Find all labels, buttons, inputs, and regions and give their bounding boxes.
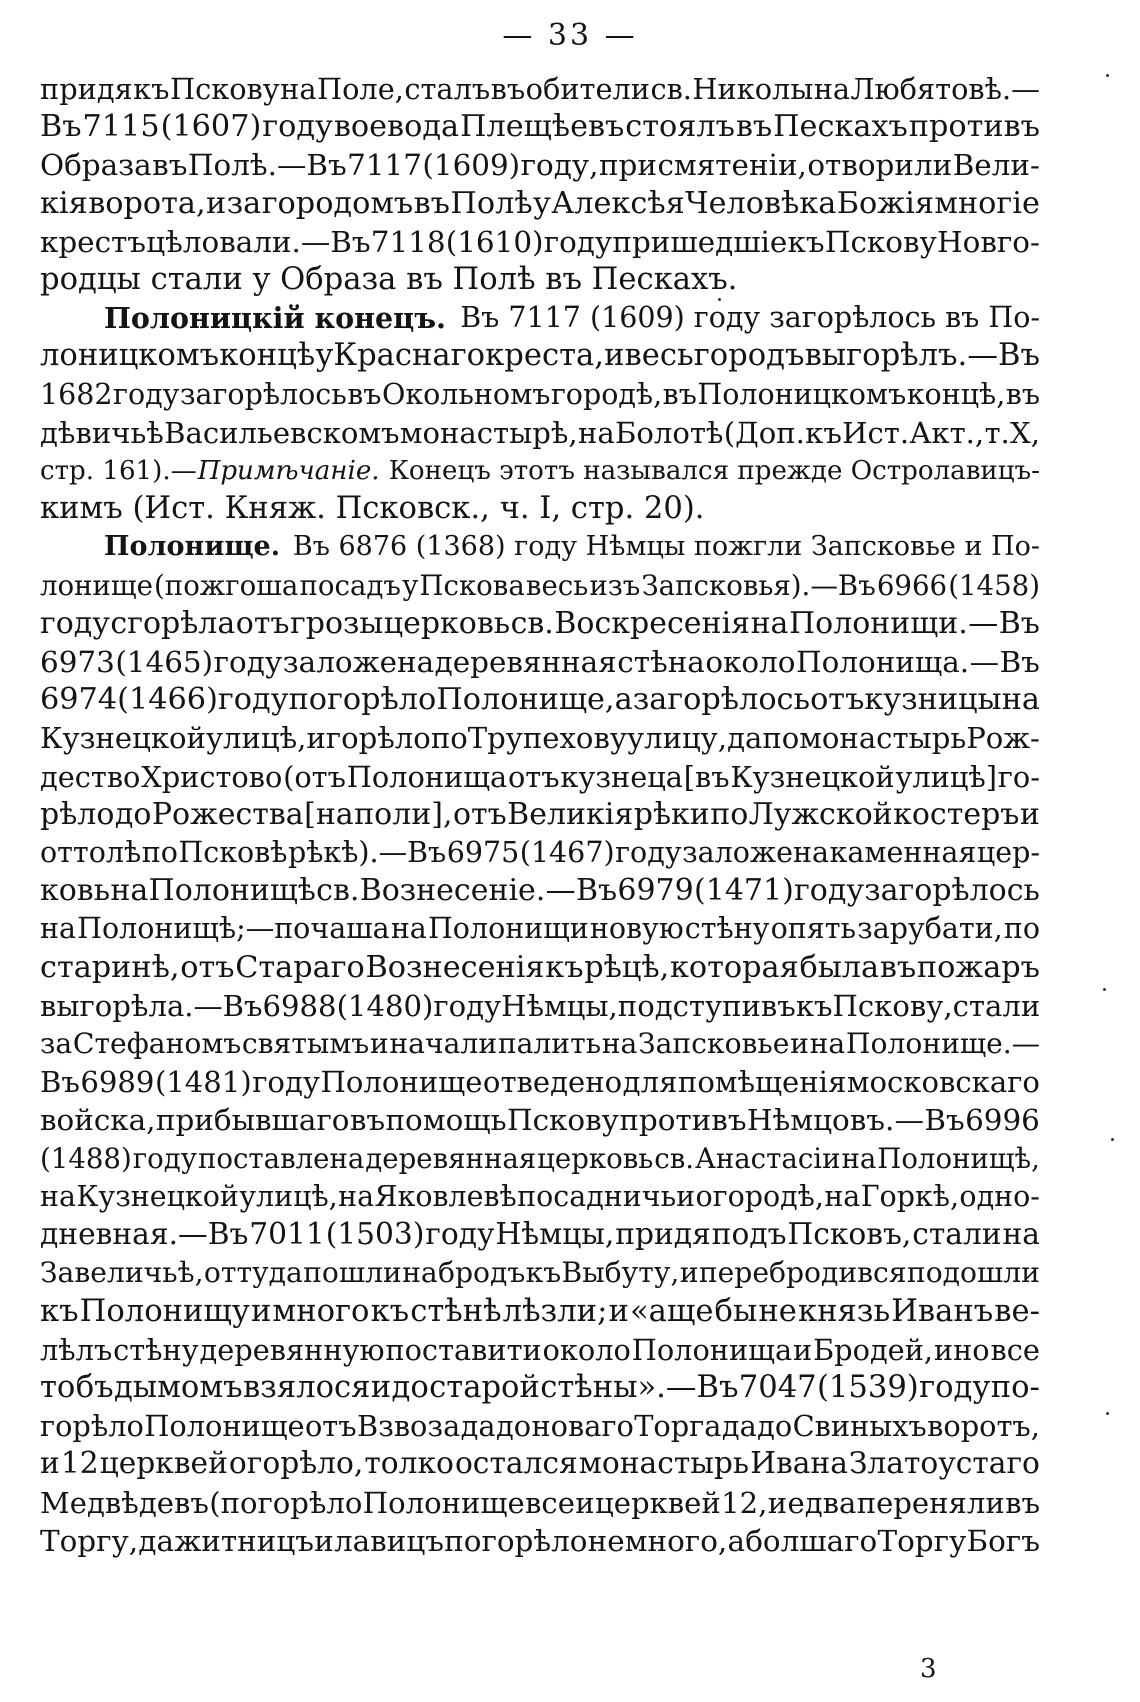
text-line: и 12 церквей огорѣло, толко остался монастырь Ивана Златоустаго <box>40 1446 1040 1482</box>
entry-heading: Полоницкій конецъ. <box>104 301 446 336</box>
text-line: кія ворота, и за городомъ въ Полѣ у Алексѣя Человѣка Божія многіе <box>40 185 1040 221</box>
text-line: Медвѣдевъ (погорѣло Полонище все и церквей 12, и едва переняли въ <box>40 1485 1040 1520</box>
text-line: лонище (пожгоша посадъ у Пскова весь изъ Запсковья).—Въ 6966 (1458) <box>40 568 1040 602</box>
print-speck <box>1106 1412 1109 1415</box>
text-line: 6973 (1465) году заложена деревянная стѣна около Полонища. — Въ <box>40 645 1040 680</box>
entry-heading: Полонище. <box>104 531 281 563</box>
text-line: 6974 (1466) году погорѣло Полонище, а загорѣлось отъ кузницы на <box>40 682 1040 718</box>
text-line: дѣвичьѣ Васильевскомъ монастырѣ, на Болотѣ (Доп. къ Ист. Акт., т. X, <box>40 415 1040 450</box>
text-line: на Кузнецкой улицѣ, на Яковлевѣ посадничьи огородѣ, на Горкѣ, одно- <box>40 1179 1040 1213</box>
text-line: Завеличьѣ, оттуда пошли на бродъ къ Выбуту, и перебродився подошли <box>40 1256 1040 1290</box>
print-speck <box>718 298 721 301</box>
text-line: лѣлъ стѣну деревянную поставити около Полонища и Бродей, ино все <box>40 1332 1040 1367</box>
paragraph-pole <box>40 70 1040 299</box>
text-line: на Полонищѣ;—почаша на Полонищи новую стѣну опять зарубати, по <box>40 912 1040 946</box>
text-line: придя къ Пскову на Поле, сталъ въ обители св. Николы на Любятовѣ.— <box>40 72 1040 106</box>
text-line: къ Полонищу и много къ стѣнѣ лѣзли; и «аще бы не князь Иванъ ве- <box>40 1293 1040 1329</box>
body-text <box>40 70 1040 1560</box>
text-line: дневная.—Въ 7011 (1503) году Нѣмцы, придя подъ Псковъ, стали на <box>40 1217 1040 1253</box>
page-number: — 33 — <box>502 18 638 53</box>
text-fragment: Въ 7117 (1609) году загорѣлось въ По- <box>451 301 1040 335</box>
text-line: Образа въ Полѣ.—Въ 7117 (1609) году, при смятеніи, отворили Вели- <box>40 148 1040 183</box>
text-line: Въ 6989 (1481) году Полонище отведено для помѣщенія московскаго <box>40 1065 1040 1100</box>
note-label: Примѣчаніе. <box>197 456 380 487</box>
paragraph-polonitsky-konets <box>40 299 1040 528</box>
text-fragment: Въ 6876 (1368) году Нѣмцы пожгли Запсковье и По- <box>284 531 1040 563</box>
text-line: за Стефаномъ святымъ и начали палить на Запсковье и на Полонище.— <box>40 1027 1040 1061</box>
print-speck <box>1106 74 1109 77</box>
text-line <box>40 452 1040 490</box>
text-line: Въ 7115 (1607) году воевода Плещѣевъ стоялъ въ Пескахъ противъ <box>40 109 1040 145</box>
text-line: Торгу, да житницъ и лавицъ погорѣло немного, а болшаго Торгу Богъ <box>40 1523 1040 1558</box>
text-line: кимъ (Ист. Княж. Псковск., ч. I, стр. 20). <box>40 491 705 527</box>
text-fragment: Конецъ этотъ назывался прежде Остролавицъ- <box>380 456 1040 487</box>
text-line: войска, прибывшаго въ помощь Пскову противъ Нѣмцовъ. — Въ 6996 <box>40 1103 1040 1138</box>
text-line: выгорѣла.—Въ 6988 (1480) году Нѣмцы, подступивъ къ Пскову, стали <box>40 988 1041 1023</box>
print-speck <box>1103 988 1106 991</box>
print-speck <box>1111 1138 1114 1141</box>
text-line: оттолѣ по Псковѣ рѣкѣ).—Въ 6975 (1467) году заложена каменная цер- <box>40 836 1040 870</box>
text-line: дество Христово (отъ Полонища отъ кузнеца [въ Кузнецкой улицѣ] го- <box>40 759 1040 794</box>
text-line: Кузнецкой улицѣ, и горѣло по Трупехову улицу, да по монастырь Рож- <box>40 721 1040 756</box>
text-line: родцы стали у Образа въ Полѣ въ Пескахъ. <box>40 262 738 298</box>
text-line <box>40 299 1040 337</box>
text-line: рѣло до Рожества [на поли], отъ Великія рѣки по Лужской костеръ и <box>40 796 1040 832</box>
text-line: лоницкомъ концѣ у Краснаго креста, и весь городъ выгорѣлъ. — Въ <box>40 338 1040 374</box>
text-line: горѣло Полонище отъ Взвоза да до новаго Торга да до Свиныхъ воротъ, <box>40 1409 1040 1444</box>
text-line: старинѣ, отъ Стараго Вознесенія къ рѣцѣ, которая была въ пожаръ <box>40 949 1040 985</box>
text-line: то бъ дымомъ взялося и до старой стѣны».—Въ 7047 (1539) году по- <box>40 1369 1040 1405</box>
text-line: году сгорѣла отъ грозы церковь св. Воскресенія на Полонищи. — Въ <box>40 605 1040 641</box>
text-fragment: стр. 161).— <box>40 456 197 487</box>
text-line: 1682 году загорѣлось въ Окольномъ городѣ, въ Полоницкомъ концѣ, въ <box>40 377 1040 411</box>
text-line: (1488) году поставлена деревянная церковь св. Анастасіи на Полонищѣ, <box>40 1141 1040 1175</box>
text-line <box>40 528 1040 566</box>
signature-mark: 3 <box>920 1654 937 1684</box>
text-line: крестъ цѣловали.—Въ 7118 (1610) году пришедшіе къ Пскову Новго- <box>40 224 1040 259</box>
text-line: ковь на Полонищѣ св. Вознесеніе. — Въ 6979 (1471) году загорѣлось <box>40 873 1040 909</box>
paragraph-polonishche <box>40 528 1040 1559</box>
